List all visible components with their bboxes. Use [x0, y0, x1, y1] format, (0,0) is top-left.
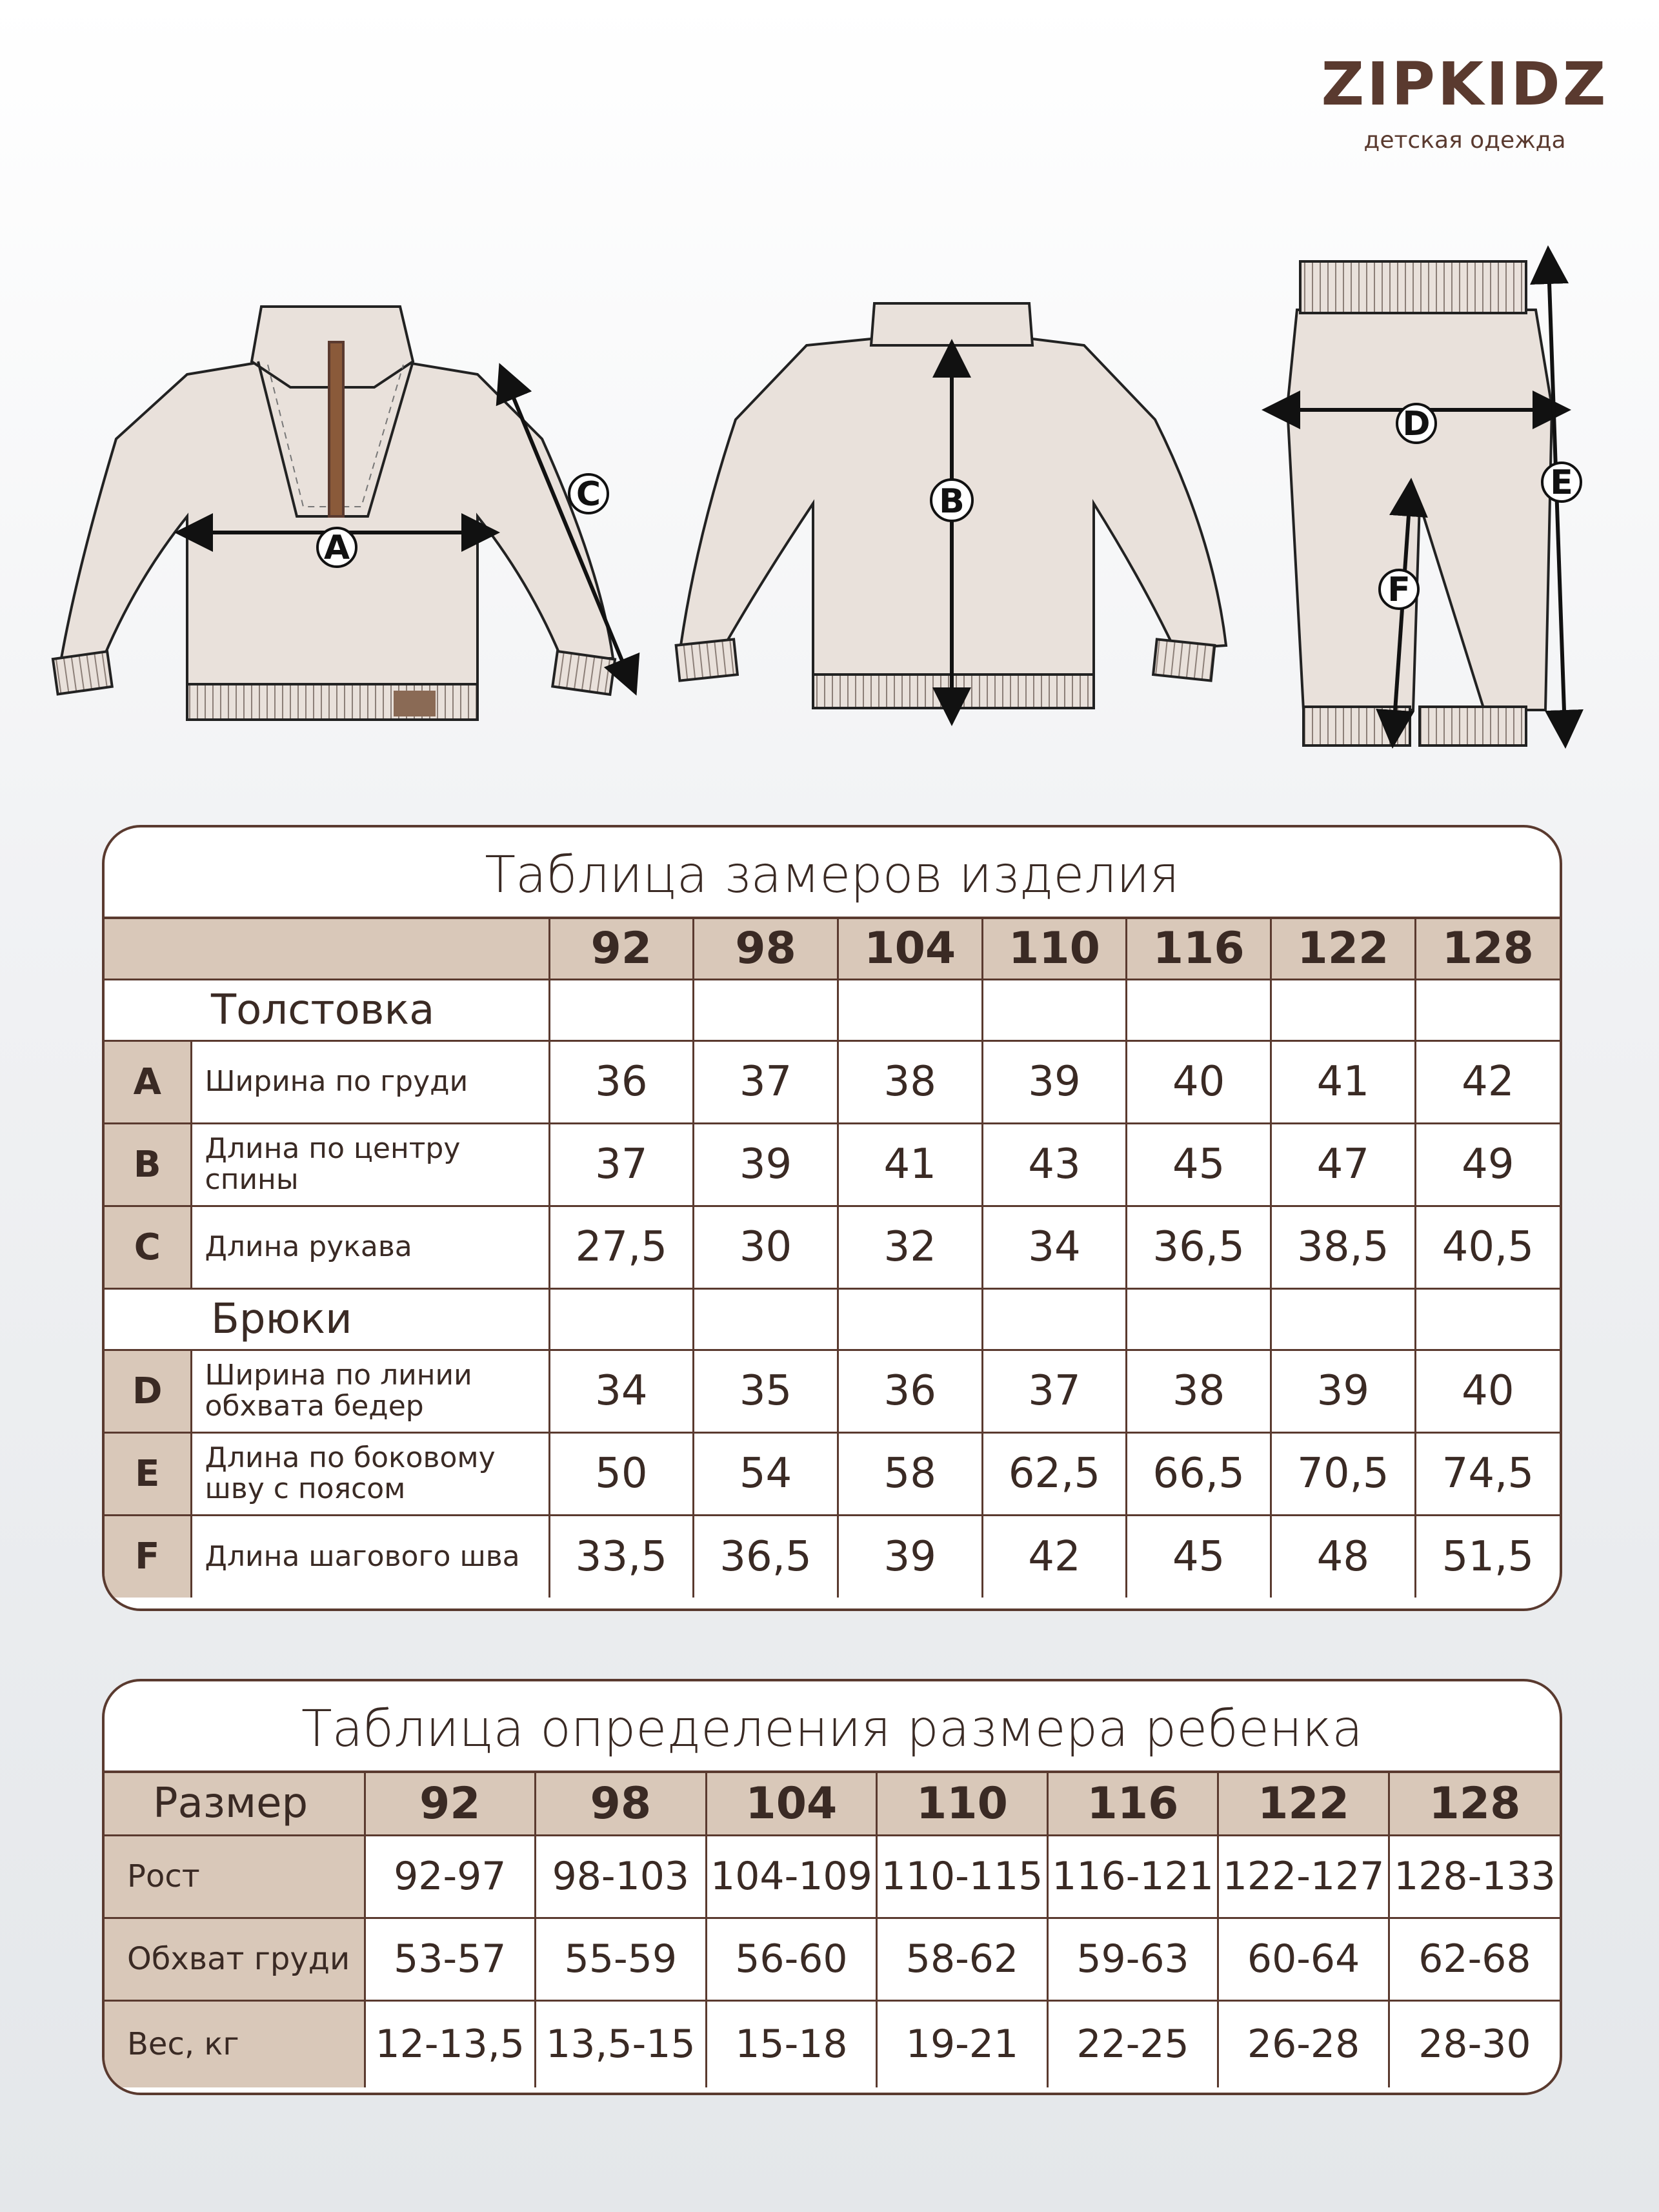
- brand-name: ZIPKIDZ: [1321, 50, 1609, 119]
- table-row: [105, 2000, 1560, 2087]
- size-header-row: [105, 918, 1560, 979]
- value-cell: 98-103: [536, 1835, 707, 1918]
- section-row: [105, 979, 1560, 1040]
- size-table-panel: [102, 1679, 1562, 2095]
- row-label: Длина рукава: [191, 1206, 549, 1288]
- value-cell: 70,5: [1271, 1432, 1416, 1515]
- value-cell: 13,5-15: [536, 2000, 707, 2087]
- value-cell: 122-127: [1218, 1835, 1389, 1918]
- label-d: D: [1402, 405, 1431, 443]
- row-label: Рост: [105, 1835, 365, 1918]
- value-cell: 37: [549, 1123, 694, 1206]
- value-cell: 58: [838, 1432, 982, 1515]
- value-cell: 40: [1127, 1040, 1271, 1123]
- garment-illustrations: [0, 245, 1659, 762]
- value-cell: 110-115: [877, 1835, 1048, 1918]
- row-letter: B: [105, 1123, 191, 1206]
- section-row: [105, 1288, 1560, 1350]
- value-cell: 40,5: [1415, 1206, 1560, 1288]
- measure-table-title: Таблица замеров изделия: [485, 846, 1180, 904]
- value-cell: 34: [982, 1206, 1127, 1288]
- size-cell: 122: [1271, 918, 1416, 979]
- value-cell: 12-13,5: [365, 2000, 536, 2087]
- measure-table: [105, 917, 1560, 1598]
- row-label: Длина по центру спины: [191, 1123, 549, 1206]
- label-f: F: [1387, 571, 1411, 609]
- value-cell: 33,5: [549, 1515, 694, 1598]
- size-cell: 98: [694, 918, 838, 979]
- row-label: Длина шагового шва: [191, 1515, 549, 1598]
- value-cell: 42: [1415, 1040, 1560, 1123]
- value-cell: 74,5: [1415, 1432, 1560, 1515]
- value-cell: 38: [1127, 1350, 1271, 1432]
- size-table: [105, 1771, 1560, 2087]
- row-label: Обхват груди: [105, 1918, 365, 2000]
- size-header-label: Размер: [105, 1772, 365, 1835]
- size-cell: 116: [1127, 918, 1271, 979]
- row-letter: E: [105, 1432, 191, 1515]
- table-row: [105, 1350, 1560, 1432]
- value-cell: 116-121: [1047, 1835, 1218, 1918]
- value-cell: 92-97: [365, 1835, 536, 1918]
- size-cell: 110: [877, 1772, 1048, 1835]
- value-cell: 104-109: [706, 1835, 877, 1918]
- value-cell: 30: [694, 1206, 838, 1288]
- value-cell: 128-133: [1389, 1835, 1560, 1918]
- value-cell: 51,5: [1415, 1515, 1560, 1598]
- section-title: Толстовка: [105, 979, 549, 1040]
- value-cell: 49: [1415, 1123, 1560, 1206]
- size-cell: 104: [838, 918, 982, 979]
- value-cell: 36: [838, 1350, 982, 1432]
- value-cell: 60-64: [1218, 1918, 1389, 2000]
- row-label: Ширина по линии обхвата бедер: [191, 1350, 549, 1432]
- value-cell: 37: [982, 1350, 1127, 1432]
- value-cell: 22-25: [1047, 2000, 1218, 2087]
- size-header-row: [105, 1772, 1560, 1835]
- table-row: [105, 1123, 1560, 1206]
- table-row: [105, 1835, 1560, 1918]
- value-cell: 39: [838, 1515, 982, 1598]
- value-cell: 35: [694, 1350, 838, 1432]
- value-cell: 38,5: [1271, 1206, 1416, 1288]
- measure-table-panel: [102, 825, 1562, 1611]
- value-cell: 54: [694, 1432, 838, 1515]
- value-cell: 39: [1271, 1350, 1416, 1432]
- value-cell: 19-21: [877, 2000, 1048, 2087]
- value-cell: 58-62: [877, 1918, 1048, 2000]
- size-cell: 92: [365, 1772, 536, 1835]
- row-letter: A: [105, 1040, 191, 1123]
- value-cell: 45: [1127, 1515, 1271, 1598]
- row-label: Ширина по груди: [191, 1040, 549, 1123]
- size-cell: 116: [1047, 1772, 1218, 1835]
- value-cell: 36: [549, 1040, 694, 1123]
- size-cell: 98: [536, 1772, 707, 1835]
- row-letter: C: [105, 1206, 191, 1288]
- size-cell: 110: [982, 918, 1127, 979]
- value-cell: 40: [1415, 1350, 1560, 1432]
- section-title: Брюки: [105, 1288, 549, 1350]
- value-cell: 32: [838, 1206, 982, 1288]
- value-cell: 27,5: [549, 1206, 694, 1288]
- brand-logo: [1310, 50, 1620, 154]
- value-cell: 41: [1271, 1040, 1416, 1123]
- value-cell: 37: [694, 1040, 838, 1123]
- value-cell: 48: [1271, 1515, 1416, 1598]
- brand-tagline: детская одежда: [1363, 127, 1566, 154]
- size-cell: 92: [549, 918, 694, 979]
- value-cell: 59-63: [1047, 1918, 1218, 2000]
- size-cell: 128: [1389, 1772, 1560, 1835]
- table-row: [105, 1432, 1560, 1515]
- value-cell: 28-30: [1389, 2000, 1560, 2087]
- value-cell: 43: [982, 1123, 1127, 1206]
- value-cell: 39: [982, 1040, 1127, 1123]
- value-cell: 53-57: [365, 1918, 536, 2000]
- value-cell: 39: [694, 1123, 838, 1206]
- table-row: [105, 1040, 1560, 1123]
- row-letter: F: [105, 1515, 191, 1598]
- size-cell: 104: [706, 1772, 877, 1835]
- label-a: A: [323, 529, 350, 567]
- table-row: [105, 1206, 1560, 1288]
- label-e: E: [1550, 463, 1573, 502]
- size-cell: 128: [1415, 918, 1560, 979]
- value-cell: 34: [549, 1350, 694, 1432]
- value-cell: 26-28: [1218, 2000, 1389, 2087]
- value-cell: 42: [982, 1515, 1127, 1598]
- value-cell: 38: [838, 1040, 982, 1123]
- value-cell: 41: [838, 1123, 982, 1206]
- value-cell: 45: [1127, 1123, 1271, 1206]
- label-c: C: [576, 475, 601, 514]
- row-label: Вес, кг: [105, 2000, 365, 2087]
- row-label: Длина по боковому шву с поясом: [191, 1432, 549, 1515]
- value-cell: 36,5: [694, 1515, 838, 1598]
- value-cell: 36,5: [1127, 1206, 1271, 1288]
- row-letter: D: [105, 1350, 191, 1432]
- value-cell: 66,5: [1127, 1432, 1271, 1515]
- label-b: B: [939, 482, 965, 521]
- table-row: [105, 1918, 1560, 2000]
- value-cell: 62,5: [982, 1432, 1127, 1515]
- size-cell: 122: [1218, 1772, 1389, 1835]
- value-cell: 56-60: [706, 1918, 877, 2000]
- value-cell: 62-68: [1389, 1918, 1560, 2000]
- value-cell: 55-59: [536, 1918, 707, 2000]
- value-cell: 50: [549, 1432, 694, 1515]
- sweatshirt-front: [53, 307, 615, 720]
- table-row: [105, 1515, 1560, 1598]
- value-cell: 47: [1271, 1123, 1416, 1206]
- pants: [1287, 261, 1552, 746]
- value-cell: 15-18: [706, 2000, 877, 2087]
- size-table-title: Таблица определения размера ребенка: [301, 1700, 1363, 1758]
